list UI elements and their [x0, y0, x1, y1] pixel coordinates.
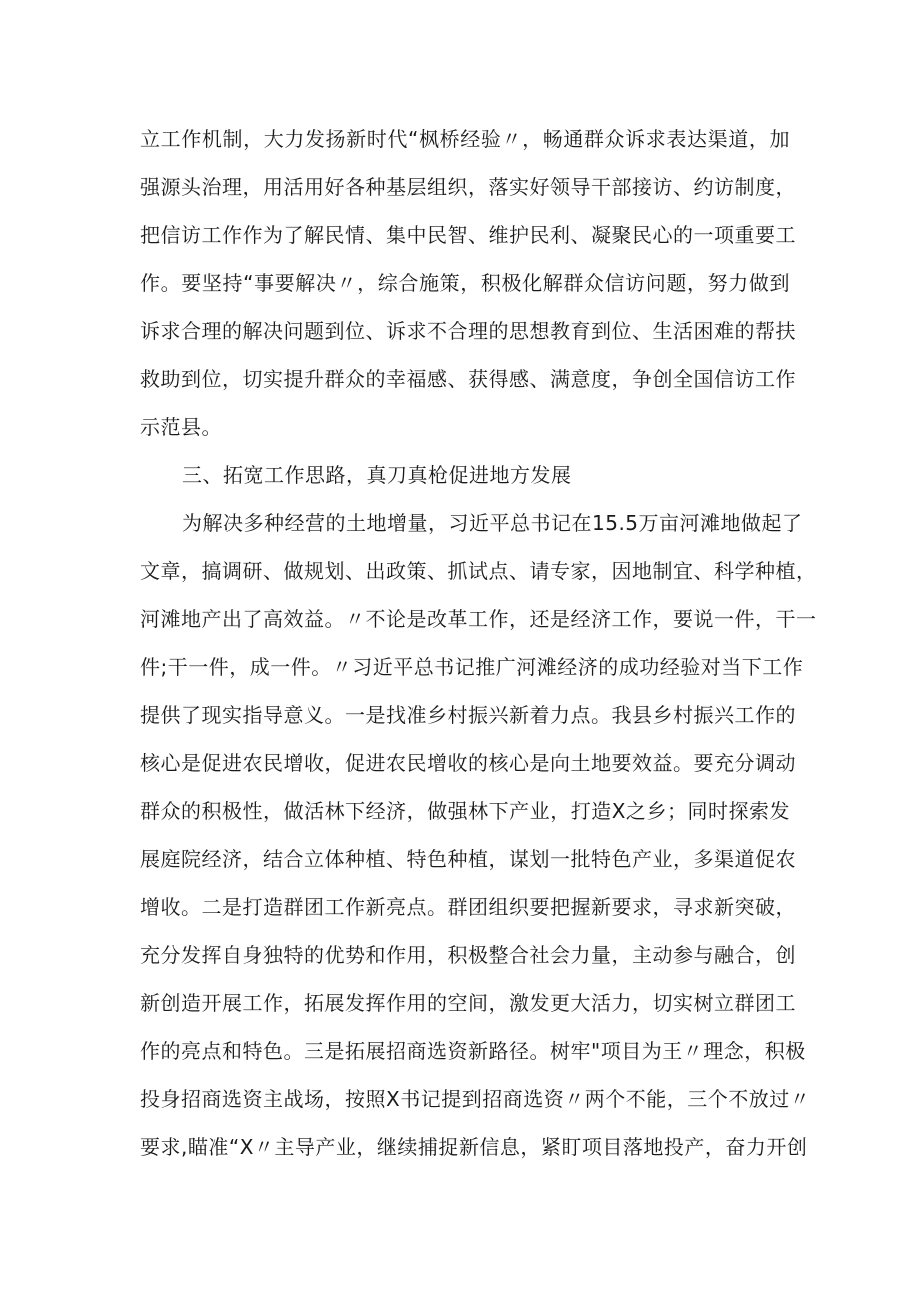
- paragraph-line-9: 为解决多种经营的土地增量，习近平总书记在15.5万亩河滩地做起了: [182, 511, 803, 535]
- paragraph-line-11: 河滩地产出了高效益。〃不论是改革工作，还是经济工作，要说一件，干一: [140, 607, 817, 631]
- paragraph-line-17: 增收。二是打造群团工作新亮点。群团组织要把握新要求，寻求新突破，: [140, 895, 796, 919]
- section-heading: 三、拓宽工作思路，真刀真枪促进地方发展: [182, 463, 572, 487]
- paragraph-line-1: 立工作机制，大力发扬新时代“枫桥经验〃，畅通群众诉求表达渠道，加: [140, 127, 790, 151]
- paragraph-line-13: 提供了现实指导意义。一是找准乡村振兴新着力点。我县乡村振兴工作的: [140, 703, 796, 727]
- paragraph-line-16: 展庭院经济，结合立体种植、特色种植，谋划一批特色产业，多渠道促农: [140, 847, 796, 871]
- paragraph-line-7: 示范县。: [140, 415, 222, 439]
- paragraph-line-18: 充分发挥自身独特的优势和作用，积极整合社会力量，主动参与融合，创: [140, 943, 796, 967]
- paragraph-line-14: 核心是促进农民增收，促进农民增收的核心是向土地要效益。要充分调动: [140, 751, 796, 775]
- paragraph-line-4: 作。要坚持“事要解决〃，综合施策，积极化解群众信访问题，努力做到: [140, 271, 790, 295]
- paragraph-line-3: 把信访工作作为了解民情、集中民智、维护民利、凝聚民心的一项重要工: [140, 223, 796, 247]
- paragraph-line-12: 件;干一件，成一件。〃习近平总书记推广河滩经济的成功经验对当下工作: [140, 655, 804, 679]
- paragraph-line-20: 作的亮点和特色。三是拓展招商选资新路径。树牢"项目为王〃理念，积极: [140, 1039, 806, 1063]
- paragraph-line-2: 强源头治理，用活用好各种基层组织，落实好领导干部接访、约访制度，: [140, 175, 796, 199]
- paragraph-line-6: 救助到位，切实提升群众的幸福感、获得感、满意度，争创全国信访工作: [140, 367, 796, 391]
- paragraph-line-22: 要求,瞄准“X〃主导产业，继续捕捉新信息，紧盯项目落地投产，奋力开创: [140, 1135, 808, 1159]
- paragraph-line-10: 文章，搞调研、做规划、出政策、抓试点、请专家，因地制宜、科学种植，: [140, 559, 817, 583]
- paragraph-line-5: 诉求合理的解决问题到位、诉求不合理的思想教育到位、生活困难的帮扶: [140, 319, 796, 343]
- paragraph-line-19: 新创造开展工作，拓展发挥作用的空间，激发更大活力，切实树立群团工: [140, 991, 796, 1015]
- paragraph-line-15: 群众的积极性，做活林下经济，做强林下产业，打造X之乡；同时探索发: [140, 799, 790, 823]
- paragraph-line-21: 投身招商选资主战场，按照X书记提到招商选资〃两个不能，三个不放过〃: [140, 1087, 811, 1111]
